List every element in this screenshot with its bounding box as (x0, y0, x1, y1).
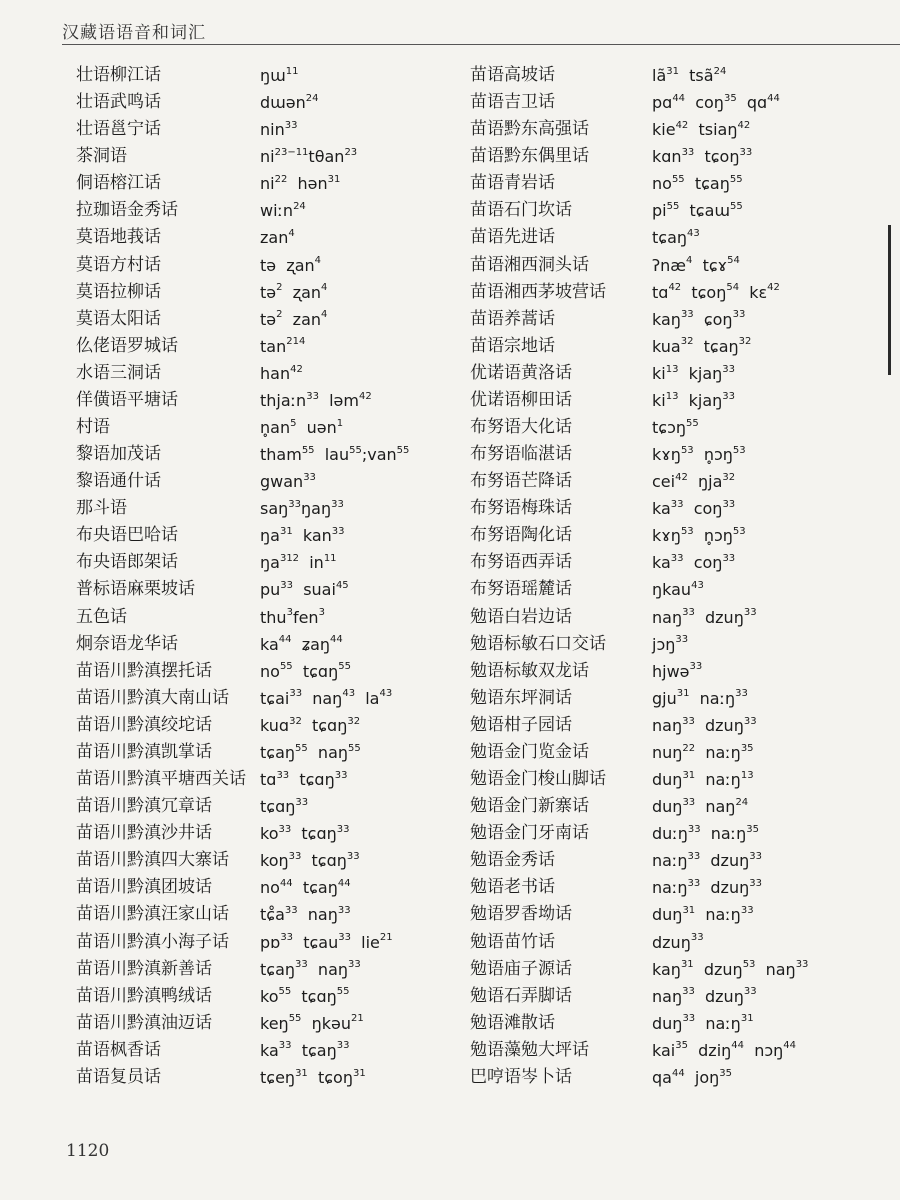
dialect-name: 苗语川黔滇大南山话 (76, 687, 229, 708)
entry-row (76, 712, 466, 739)
entry-row (470, 306, 890, 333)
pronunciation: $ko^{33}$ tɕɑŋ$^{33}$ (260, 823, 350, 844)
pronunciation: duŋ$^{31}$ naːŋ$^{33}$ (652, 905, 754, 925)
pronunciation: $ko^{55}$ tɕɑŋ$^{55}$ (260, 986, 350, 1006)
pronunciation: $ŋa^{312}$ $in^{11}$ (260, 553, 337, 573)
entry-row (76, 170, 466, 197)
dialect-name: 勉语金门梭山脚话 (470, 769, 606, 790)
dialect-name: 巴哼语岑卜话 (470, 1066, 572, 1087)
pronunciation: jɔŋ$^{33}$ (652, 634, 689, 654)
pronunciation: $ka^{44}$ ʑaŋ$^{44}$ (260, 634, 343, 654)
dialect-name: 苗语川黔滇小海子话 (76, 931, 229, 952)
entry-row (470, 279, 890, 306)
pronunciation: $ki^{13}$ kjaŋ$^{33}$ (652, 390, 736, 410)
pronunciation: nin$^{33}$ (260, 119, 298, 140)
entry-row (470, 170, 890, 197)
header-rule (62, 44, 900, 45)
dialect-name: 布努语芒降话 (470, 471, 572, 492)
pronunciation: ŋkau$^{43}$ (652, 580, 704, 600)
entry-row (76, 306, 466, 333)
pronunciation: saŋ$^{33}$ŋaŋ$^{33}$ (260, 498, 344, 519)
pronunciation: $no^{55}$ tɕaŋ$^{55}$ (652, 173, 743, 194)
pronunciation: tɕɔŋ$^{55}$ (652, 417, 699, 438)
entry-row (470, 360, 890, 387)
dialect-name: 苗语川黔滇油迈话 (76, 1012, 212, 1033)
pronunciation: duːŋ$^{33}$ naːŋ$^{35}$ (652, 823, 759, 844)
dialect-name: 苗语湘西茅坡营话 (470, 281, 606, 302)
dialect-name: 苗语川黔滇鸭绒话 (76, 985, 212, 1006)
pronunciation: $ki^{13}$ kjaŋ$^{33}$ (652, 363, 736, 383)
pronunciation: $ni^{23-11}t\theta an^{23}$ (260, 146, 358, 167)
entry-row (470, 468, 890, 495)
pronunciation: $ni^{22}$ hən$^{31}$ (260, 173, 341, 194)
pronunciation: tɕaŋ$^{55}$ naŋ$^{55}$ (260, 742, 361, 762)
pronunciation: nuŋ$^{22}$ naːŋ$^{35}$ (652, 742, 754, 762)
dialect-name: 苗语高坡话 (470, 65, 555, 85)
entry-row (76, 956, 466, 983)
dialect-name: 布努语梅珠话 (470, 498, 572, 519)
pronunciation: wiːn$^{24}$ (260, 201, 306, 221)
pronunciation: tə$^2$ ʐan$^4$ (260, 282, 328, 302)
dialect-name: 莫语地莪话 (76, 227, 161, 248)
dialect-name: 黎语加茂话 (76, 444, 161, 465)
entry-row (76, 468, 466, 495)
dialect-name: 苗语川黔滇平塘西关话 (76, 769, 246, 790)
entry-row (76, 604, 466, 631)
pronunciation: $ka^{33}$ coŋ$^{33}$ (652, 553, 736, 573)
entry-row (76, 631, 466, 658)
dialect-name: 苗语川黔滇凯掌话 (76, 741, 212, 762)
dialect-name: 苗语复员话 (76, 1066, 161, 1087)
dialect-name: 勉语标敏双龙话 (470, 660, 589, 681)
entry-row (76, 874, 466, 901)
dialect-name: 勉语滩散话 (470, 1012, 555, 1033)
entry-row (76, 495, 466, 522)
dialect-name: 布努语西弄话 (470, 552, 572, 573)
dialect-name: 布央语郎架话 (76, 552, 178, 573)
dialect-name: 优诺语柳田话 (470, 389, 572, 410)
entry-row (76, 522, 466, 549)
entry-row (470, 576, 890, 603)
pronunciation: tɕɑŋ$^{33}$ (260, 796, 309, 817)
dialect-name: 苗语先进话 (470, 227, 555, 248)
entry-row (76, 1037, 466, 1064)
entry-row (76, 116, 466, 143)
pronunciation: zan$^4$ (260, 228, 295, 248)
pronunciation: kie$^{42}$ tsiaŋ$^{42}$ (652, 119, 751, 140)
pronunciation: $\tan^{214}$ (260, 336, 306, 356)
dialect-name: 苗语川黔滇四大寨话 (76, 850, 229, 871)
pronunciation: $ŋa^{31}$ kan$^{33}$ (260, 526, 345, 546)
pronunciation: tə$^2$ zan$^4$ (260, 309, 328, 329)
pronunciation: gwan$^{33}$ (260, 471, 316, 492)
entry-row (470, 387, 890, 414)
dialect-name: 苗语川黔滇新善话 (76, 958, 212, 979)
dialect-name: 村语 (76, 417, 110, 438)
entry-row (76, 360, 466, 387)
dialect-name: 苗语石门坎话 (470, 200, 572, 221)
entry-row (470, 143, 890, 170)
dialect-name: 布努语瑶麓话 (470, 579, 572, 600)
dialect-name: 炯奈语龙华话 (76, 633, 178, 654)
pronunciation: $n̥an^5$ uən$^1$ (260, 417, 344, 438)
dialect-name: 茶洞语 (76, 146, 127, 167)
entry-row (76, 143, 466, 170)
entry-row (76, 387, 466, 414)
entry-row (470, 441, 890, 468)
pronunciation: $ka^{33}$ coŋ$^{33}$ (652, 498, 736, 519)
pronunciation: kua$^{32}$ tɕaŋ$^{32}$ (652, 336, 752, 356)
left-column (76, 62, 466, 1091)
pronunciation: naːŋ$^{33}$ dzuŋ$^{33}$ (652, 850, 762, 871)
dialect-name: 勉语庙子源话 (470, 958, 572, 979)
dialect-name: 那斗语 (76, 498, 127, 519)
dialect-name: 布努语临湛话 (470, 444, 572, 465)
pronunciation: $no^{55}$ tɕɑŋ$^{55}$ (260, 661, 351, 681)
pronunciation: tɕaŋ$^{43}$ (652, 228, 700, 248)
entry-row (76, 739, 466, 766)
entry-row (470, 658, 890, 685)
entry-row (470, 956, 890, 983)
dialect-name: 侗语榕江话 (76, 173, 161, 194)
entry-row (470, 820, 890, 847)
dialect-name: 苗语青岩话 (470, 173, 555, 194)
pronunciation: dzuŋ$^{33}$ (652, 932, 704, 952)
pronunciation: $pu^{33}$ suai$^{45}$ (260, 580, 349, 600)
dialect-name: 苗语川黔滇摆托话 (76, 660, 212, 681)
pronunciation: kɤŋ$^{53}$ n̥ɔŋ$^{53}$ (652, 526, 746, 546)
dialect-name: 苗语川黔滇冗章话 (76, 796, 212, 817)
entry-row (470, 631, 890, 658)
entry-row (76, 766, 466, 793)
pronunciation: naŋ$^{33}$ dzuŋ$^{33}$ (652, 715, 757, 735)
right-column (470, 62, 890, 1091)
dialect-name: 佯僙语平塘话 (76, 389, 178, 410)
dialect-name: 布努语大化话 (470, 417, 572, 438)
entry-row (76, 1064, 466, 1091)
dialect-name: 勉语柑子园话 (470, 714, 572, 735)
dialect-name: 勉语金秀话 (470, 850, 555, 871)
dialect-name: 壮语邕宁话 (76, 119, 161, 140)
pronunciation: naŋ$^{33}$ dzuŋ$^{33}$ (652, 986, 757, 1006)
pronunciation: tɕeŋ$^{31}$ tɕoŋ$^{31}$ (260, 1067, 366, 1087)
dialect-name: 布努语陶化话 (470, 525, 572, 546)
pronunciation: pɒ$^{33}$ tɕau$^{33}$ lie$^{21}$ (260, 932, 393, 952)
dialect-name: 勉语金门新寨话 (470, 796, 589, 817)
pronunciation: dɯən$^{24}$ (260, 92, 319, 113)
dialect-name: 苗语吉卫话 (470, 92, 555, 113)
entry-row (470, 333, 890, 360)
entry-row (470, 549, 890, 576)
entry-row (76, 62, 466, 89)
dialect-name: 勉语老书话 (470, 877, 555, 898)
dialect-name: 壮语武鸣话 (76, 92, 161, 113)
entry-row (76, 658, 466, 685)
pronunciation: tɑ$^{42}$ tɕoŋ$^{54}$ kɛ$^{42}$ (652, 282, 780, 302)
entry-row (76, 576, 466, 603)
pronunciation: naŋ$^{33}$ dzuŋ$^{33}$ (652, 607, 757, 627)
pronunciation: $pi^{55}$ tɕaɯ$^{55}$ (652, 201, 743, 221)
entry-row (76, 197, 466, 224)
pronunciation: pɑ$^{44}$ coŋ$^{35}$ qɑ$^{44}$ (652, 92, 780, 113)
pronunciation: tham$^{55}$ lau$^{55}$;van$^{55}$ (260, 444, 410, 465)
pronunciation: tɑ$^{33}$ tɕɑŋ$^{33}$ (260, 769, 348, 790)
dialect-name: 勉语藻勉大坪话 (470, 1039, 589, 1060)
entry-row (76, 252, 466, 279)
entry-row (470, 116, 890, 143)
pronunciation: cei$^{42}$ ŋja$^{32}$ (652, 471, 736, 492)
pronunciation: hjwə$^{33}$ (652, 661, 703, 681)
entry-row (470, 522, 890, 549)
entry-row (76, 549, 466, 576)
entry-row (76, 279, 466, 306)
entry-row (76, 89, 466, 116)
entry-row (76, 983, 466, 1010)
entry-row (470, 685, 890, 712)
entry-row (470, 197, 890, 224)
entry-row (470, 929, 890, 956)
entry-row (76, 441, 466, 468)
pronunciation: tɕai$^{33}$ naŋ$^{43}$ $la^{43}$ (260, 688, 393, 708)
entry-row (470, 712, 890, 739)
pronunciation: tɕaŋ$^{33}$ naŋ$^{33}$ (260, 959, 361, 979)
pronunciation: han$^{42}$ (260, 363, 303, 383)
dialect-name: 勉语标敏石口交话 (470, 633, 606, 654)
dialect-name: 苗语川黔滇团坡话 (76, 877, 212, 898)
entry-row (470, 62, 890, 89)
book-title: 汉藏语语音和词汇 (62, 23, 206, 43)
dialect-name: 苗语川黔滇汪家山话 (76, 904, 229, 925)
entry-row (76, 820, 466, 847)
entry-row (470, 224, 890, 251)
pronunciation: $ka^{33}$ tɕaŋ$^{33}$ (260, 1040, 350, 1060)
entry-row (76, 929, 466, 956)
entry-row (470, 874, 890, 901)
pronunciation: gju$^{31}$ naːŋ$^{33}$ (652, 688, 748, 708)
pronunciation: kɤŋ$^{53}$ n̥ɔŋ$^{53}$ (652, 444, 746, 465)
entry-row (76, 333, 466, 360)
entry-row (470, 766, 890, 793)
entry-row (76, 224, 466, 251)
entry-row (76, 685, 466, 712)
dialect-name: 苗语湘西洞头话 (470, 254, 589, 275)
pronunciation: ʔnæ$^4$ tɕɤ$^{54}$ (652, 255, 740, 275)
dialect-name: 苗语黔东偶里话 (470, 146, 589, 167)
dialect-name: 勉语罗香坳话 (470, 904, 572, 925)
pronunciation: $lã^{31}$ tsã$^{24}$ (652, 65, 727, 85)
dialect-name: 布央语巴哈话 (76, 525, 178, 546)
dialect-name: 拉珈语金秀话 (76, 200, 178, 221)
dialect-name: 苗语养蒿话 (470, 308, 555, 329)
dialect-name: 优诺语黄洛话 (470, 362, 572, 383)
pronunciation: $no^{44}$ tɕaŋ$^{44}$ (260, 878, 351, 898)
pronunciation: koŋ$^{33}$ tɕɑŋ$^{33}$ (260, 850, 360, 871)
pronunciation: kɑn$^{33}$ tɕoŋ$^{33}$ (652, 146, 753, 167)
dialect-name: 五色话 (76, 606, 127, 627)
dialect-name: 仫佬语罗城话 (76, 335, 178, 356)
dialect-name: 黎语通什话 (76, 471, 161, 492)
entry-row (470, 739, 890, 766)
entry-row (76, 847, 466, 874)
entry-row (470, 252, 890, 279)
running-header (62, 18, 900, 46)
dialect-name: 莫语方村话 (76, 254, 161, 275)
entry-row (470, 793, 890, 820)
entry-row (76, 1010, 466, 1037)
dialect-name: 勉语石弄脚话 (470, 985, 572, 1006)
entry-row (76, 901, 466, 928)
dialect-name: 勉语苗竹话 (470, 931, 555, 952)
pronunciation: keŋ$^{55}$ ŋkəu$^{21}$ (260, 1013, 364, 1033)
entry-row (470, 495, 890, 522)
pronunciation: tə ʐan$^4$ (260, 255, 322, 275)
entry-row (470, 414, 890, 441)
dialect-name: 壮语柳江话 (76, 65, 161, 85)
entry-row (76, 414, 466, 441)
pronunciation: $qa^{44}$ joŋ$^{35}$ (652, 1067, 732, 1087)
pronunciation: $tɕ̊a^{33}$ naŋ$^{33}$ (260, 905, 351, 925)
pronunciation: thu$^3$fen$^3$ (260, 607, 325, 627)
dialect-name: 水语三洞话 (76, 362, 161, 383)
entry-row (470, 1010, 890, 1037)
dialect-name: 苗语黔东高强话 (470, 119, 589, 140)
pronunciation: duŋ$^{33}$ naŋ$^{24}$ (652, 796, 749, 817)
pronunciation: duŋ$^{33}$ naːŋ$^{31}$ (652, 1013, 754, 1033)
dialect-name: 苗语川黔滇沙井话 (76, 823, 212, 844)
entry-row (470, 89, 890, 116)
pronunciation: duŋ$^{31}$ naːŋ$^{13}$ (652, 769, 754, 790)
dialect-name: 莫语太阳话 (76, 308, 161, 329)
dialect-name: 苗语枫香话 (76, 1039, 161, 1060)
entry-row (470, 1037, 890, 1064)
pronunciation: kuɑ$^{32}$ tɕɑŋ$^{32}$ (260, 715, 361, 735)
pronunciation: thjaːn$^{33}$ ləm$^{42}$ (260, 390, 372, 410)
entry-row (470, 604, 890, 631)
dialect-name: 勉语东坪洞话 (470, 687, 572, 708)
pronunciation: kaŋ$^{31}$ dzuŋ$^{53}$ naŋ$^{33}$ (652, 959, 809, 979)
dialect-name: 苗语宗地话 (470, 335, 555, 356)
entry-row (470, 1064, 890, 1091)
dialect-name: 普标语麻栗坡话 (76, 579, 195, 600)
entry-row (470, 901, 890, 928)
dialect-name: 勉语金门牙南话 (470, 823, 589, 844)
dialect-name: 苗语川黔滇绞坨话 (76, 714, 212, 735)
entry-row (76, 793, 466, 820)
dialect-name: 勉语白岩边话 (470, 606, 572, 627)
entry-row (470, 847, 890, 874)
pronunciation: ŋɯ$^{11}$ (260, 65, 299, 85)
entry-row (470, 983, 890, 1010)
pronunciation: kai$^{35}$ dziŋ$^{44}$ nɔŋ$^{44}$ (652, 1040, 796, 1060)
page-number: 1120 (66, 1141, 110, 1161)
dialect-name: 勉语金门览金话 (470, 741, 589, 762)
pronunciation: naːŋ$^{33}$ dzuŋ$^{33}$ (652, 878, 762, 898)
pronunciation: kaŋ$^{33}$ ɕoŋ$^{33}$ (652, 309, 746, 329)
dialect-name: 莫语拉柳话 (76, 281, 161, 302)
